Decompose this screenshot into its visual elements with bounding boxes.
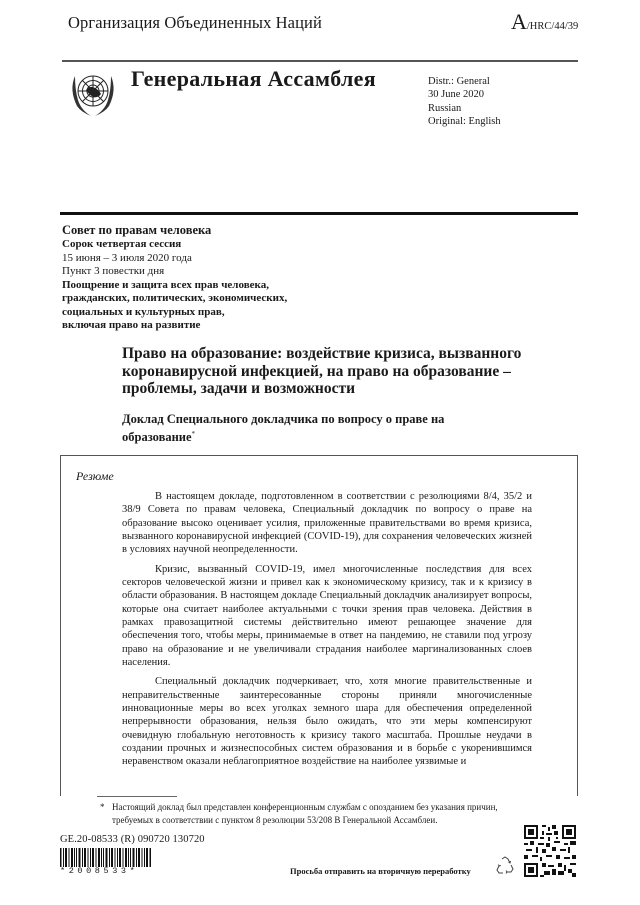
footnote-star: *: [100, 802, 105, 812]
session-dates: 15 июня – 3 июля 2020 года: [62, 251, 192, 264]
distribution-language: Russian: [428, 102, 462, 114]
symbol-suffix: /HRC/44/39: [526, 21, 579, 32]
summary-paragraph: В настоящем докладе, подготовленном в соответствии с резолюциями 8/4, 35/2 и 38/9 Совета по правам человека, Специальный докладчик по вопросу о праве на образование высоко оценивает усилия, приложенные правительствами во время кризиса, вызванного коронавирусной инфекцией (COVID-19), для сохранения человеческих жизней в условиях научной неопределенности.: [122, 491, 532, 556]
document-symbol: [511, 9, 578, 40]
agenda-item: Пункт 3 повестки дня: [62, 265, 165, 277]
agenda-title-line: гражданских, политических, экономических,: [62, 292, 288, 304]
session-block: [62, 222, 287, 333]
body-title: Генеральная Ассамблея: [131, 66, 376, 91]
agenda-title-line: Поощрение и защита всех прав человека,: [62, 278, 269, 291]
subtitle-text: Доклад Специального докладчика по вопросу о праве на образование: [122, 412, 445, 445]
distribution-block: [428, 75, 501, 129]
footnote-marker[interactable]: *: [191, 430, 196, 438]
council-name: Совет по правам человека: [62, 223, 212, 237]
recycle-notice: Просьба отправить на вторичную переработку: [290, 866, 471, 876]
agenda-title-line: социальных и культурных прав,: [62, 305, 225, 318]
footnote-text: Настоящий доклад был представлен конференционным службам с опозданием без указания причин, требуемых в соответствии с пунктом 8 резолюции 53/208 В Генеральной Ассамблеи.: [112, 802, 498, 825]
barcode-number: *2008533*: [60, 866, 139, 876]
summary-text: [122, 490, 532, 775]
agenda-title-line: включая право на развитие: [62, 319, 201, 331]
document-code: GE.20-08533 (R) 090720 130720: [60, 834, 205, 845]
footnote: [100, 801, 522, 827]
organization-name: Организация Объединенных Наций: [68, 13, 322, 32]
summary-paragraph: Кризис, вызванный COVID-19, имел многочисленные последствия для всех секторов человеческой жизни и привел как к экономическому кризису, так и к кризису в области образования. В настоящем докладе Специальный докладчик анализирует вопросы, которые она считает наиболее актуальными с точки зрения прав человека. Действия в рамках правозащитной системы действительно имеют решающее значение для обеспечения того, чтобы меры, принимаемые в ответ на пандемию, не ставили под угрозу право на образование и не увеличивали страдания наиболее маргинализованных слоев населения.: [122, 563, 532, 668]
section-rule: [60, 212, 578, 215]
distribution-line: Distr.: General: [428, 76, 490, 87]
document-title: Право на образование: воздействие кризиса, вызванного коронавирусной инфекцией, на право на образование – проблемы, задачи и возможности: [122, 345, 522, 397]
header-rule: [62, 60, 578, 62]
document-subtitle: [122, 412, 482, 445]
footnote-rule: [97, 796, 177, 797]
qr-code-icon: [524, 825, 576, 877]
session-name: Сорок четвертая сессия: [62, 238, 182, 250]
symbol-prefix: A: [511, 9, 527, 34]
distribution-date: 30 June 2020: [428, 89, 484, 101]
recycle-icon: [494, 855, 516, 877]
summary-label: Резюме: [76, 469, 114, 483]
barcode-icon: [60, 848, 152, 867]
distribution-original: Original: English: [428, 116, 501, 128]
summary-paragraph: Специальный докладчик подчеркивает, что, хотя многие правительственные и неправительственные заинтересованные стороны приняли многочисленные инновационные меры во всех уголках земного шара для обеспечения определенной непрерывности образования, нельзя было ожидать, что эти меры компенсируют очевидную глобальную неготовность к кризису такого масштаба. Прошлые неудачи в создании прочных и жизнеспособных систем образования и в борьбе с укоренившимся неравенством оказали неблагоприятное воздействие на наиболее уязвимые и: [122, 676, 532, 768]
un-emblem-icon: [66, 66, 120, 120]
